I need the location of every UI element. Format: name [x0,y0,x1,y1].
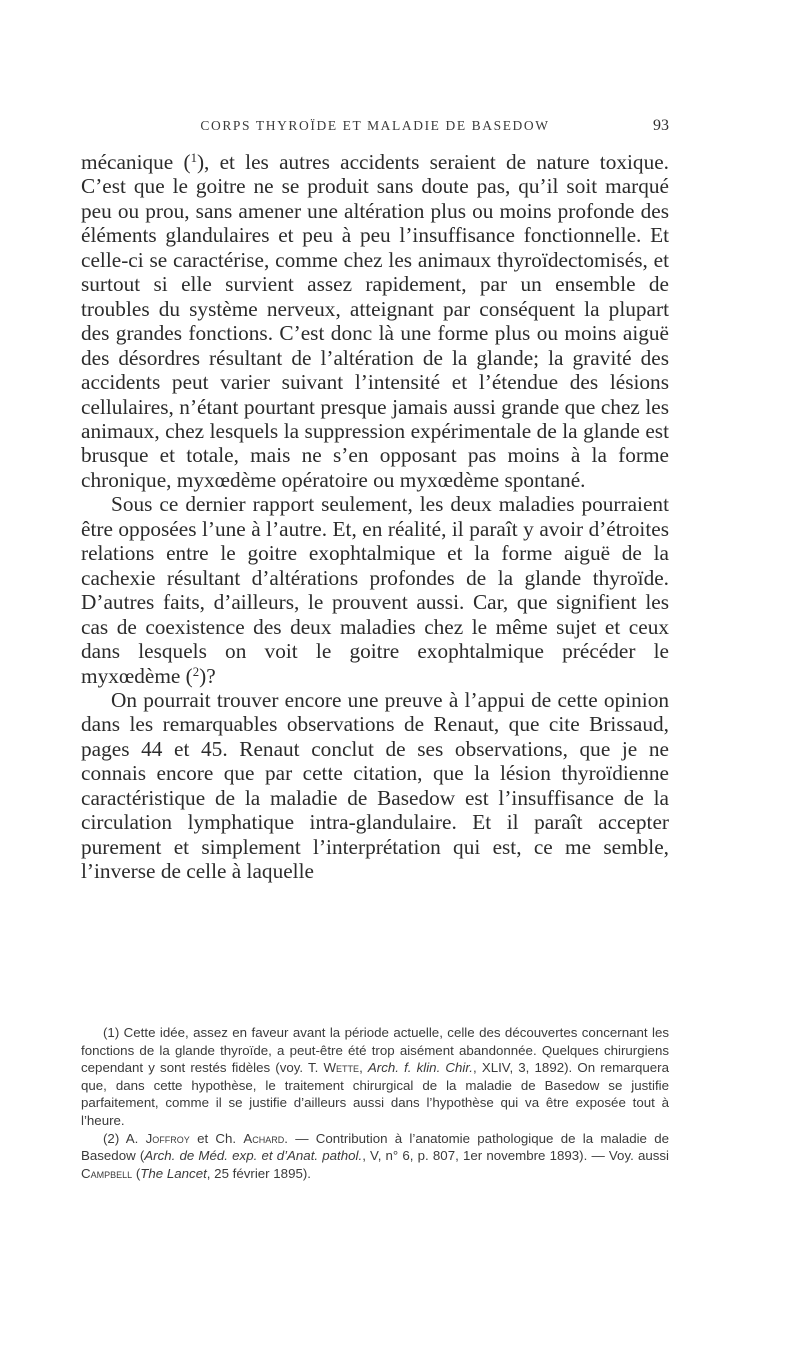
footnote-2-journal-1: Arch. de Méd. exp. et d’Anat. pathol. [144,1148,363,1164]
footnote-2 [81,1130,669,1183]
footnote-2-author-1: Joffroy [145,1130,190,1146]
footnote-ref-1: 1 [190,150,197,165]
footnote-ref-2: 2 [192,664,200,679]
footnote-2-date: , 25 février 1895). [206,1165,311,1181]
footnote-1-journal: Arch. f. klin. Chir. [367,1060,473,1076]
footnote-2-sep-2: ( [132,1165,141,1181]
footnote-2-marker: (2) [103,1130,120,1146]
running-head [81,118,669,140]
footnote-2-sep-1: et Ch. [189,1130,244,1146]
footnote-1 [81,1024,669,1130]
paragraph-1-rest: ), et les autres accidents seraient de nature toxique. C’est que le goitre ne se produit sans doute pas, qu’il soit marqué peu ou prou, sans amener une altération plus ou moins profonde des éléments glandulaires et peu à peu l’insuffisance fonctionnelle. Et celle-ci se caractérise, comme chez les animaux thyroïdectomisés, et surtout si elle survient assez rapidement, par un ensemble de troubles du système nerveux, atteignant par conséquent la plupart des grandes fonctions. C’est donc là une forme plus ou moins aiguë des désordres résultant de l’altération de la glande; la gravité des accidents peut varier suivant l’intensité et l’étendue des lésions cellulaires, n’étant pourtant presque jamais aussi grande que chez les animaux, chez lesquels la suppression expérimentale de la glande est brusque et totale, mais ne s’en opposant pas moins à la forme chronique, myxœdème opératoire ou myxœdème spontané. [81,150,670,492]
footnote-1-marker: (1) [103,1025,120,1040]
footnote-2-author-2: Achard [243,1130,285,1146]
footnote-1-text-end: , XLIV, 3, 1892). On remarquera que, dans cette hypothèse, le traitement chirurgical de la maladie de Basedow se justifie parfaitement, comme il se justifie d’ailleurs aussi dans l’hypothèse qui va être exposée tout à l’heure. [81,1060,669,1128]
paragraph-1 [81,150,669,492]
footnotes [81,1024,669,1182]
paragraph-3: On pourrait trouver encore une preuve à l’appui de cette opinion dans les remarquables observations de Renaut, que cite Brissaud, pages 44 et 45. Renaut conclut de ses observations, que je ne connais encore que par cette citation, que la lésion thyroïdienne caractéristique de la maladie de Basedow est l’insuffisance de la circulation lymphatique intra-glandulaire. Et il paraît accepter purement et simplement l’interprétation qui est, ce me semble, l’inverse de celle à laquelle [81,687,669,884]
paragraph-2-text: Sous ce dernier rapport seulement, les deux maladies pourraient être opposées l’une à l’autre. Et, en réalité, il paraît y avoir d’étroites relations entre le goitre exophtalmique et la forme aiguë de la cachexie résultant d’altérations profondes de la glande thyroïde. D’autres faits, d’ailleurs, le prouvent aussi. Car, que signifient les cas de coexistence des deux maladies chez le même sujet et ceux dans lesquels on voit le goitre exophtalmique précéder le myxœdème ( [81,492,669,688]
page-number: 93 [653,117,669,134]
paragraph-2-end: )? [199,663,216,688]
running-title: CORPS THYROÏDE ET MALADIE DE BASEDOW [200,118,550,133]
footnote-1-author: Wette [323,1060,360,1076]
footnote-1-text: Cette idée, assez en faveur avant la période actuelle, celle des découvertes concernant les fonctions de la glande thyroïde, a peut-être été trop aisément abandonnée. Quelques chirurgiens cependant y sont restés fidèles (voy. T. [81,1025,669,1076]
body-text [81,150,669,884]
paragraph-2 [81,492,669,688]
paragraph-1-start: mécanique ( [81,150,191,174]
footnote-1-sep: , [359,1060,368,1076]
footnote-2-journal-2: The Lancet [140,1165,207,1181]
footnote-2-title: . — Contribution à l’anatomie pathologique de la maladie de Basedow ( [81,1130,670,1164]
footnote-2-text: A. [119,1130,146,1146]
footnote-2-citation: , V, n° 6, p. 807, 1er novembre 1893). — Voy. aussi [362,1148,670,1164]
footnote-2-author-3: Campbell [81,1165,133,1181]
